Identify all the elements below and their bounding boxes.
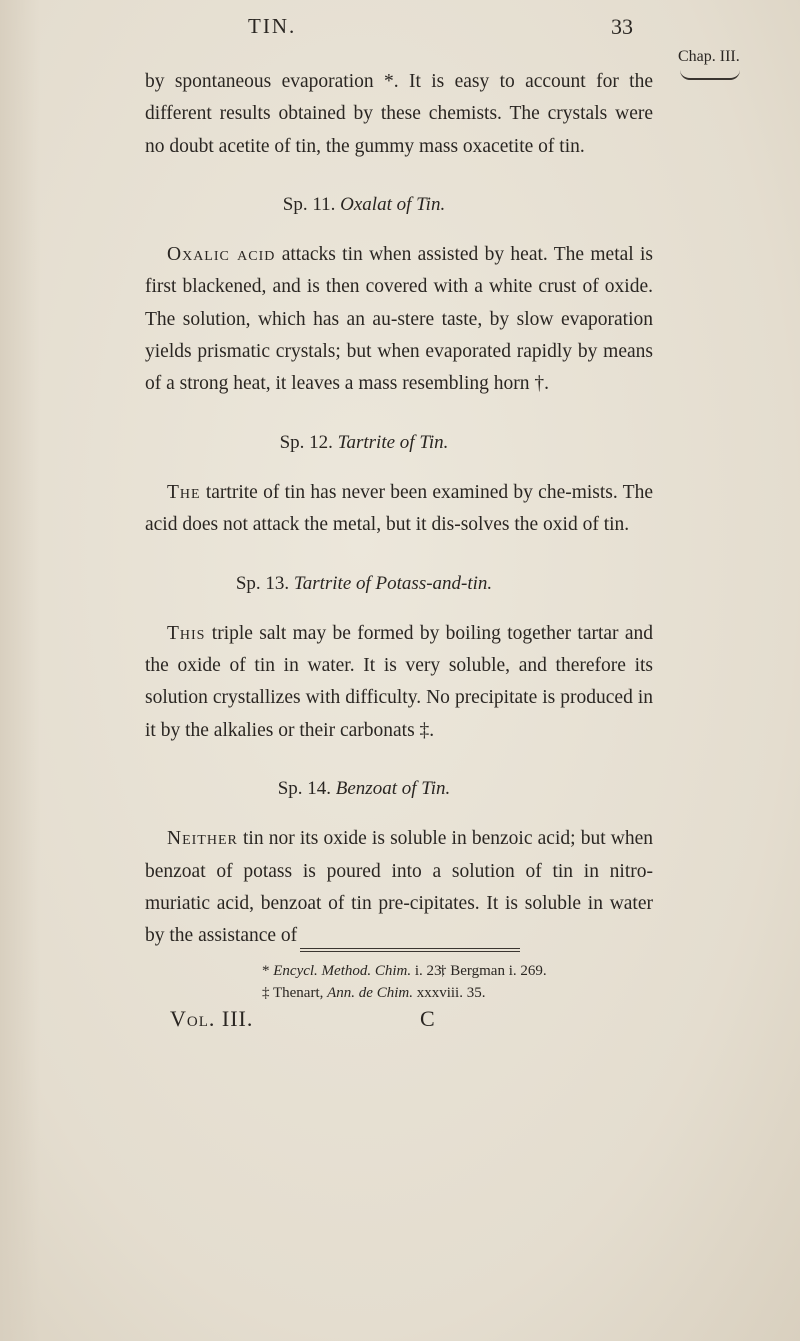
paragraph-text: tartrite of tin has never been examined by che-mists. The acid does not attack the metal, but it dis-solves the oxid of tin. bbox=[145, 481, 653, 536]
section-paragraph-13 bbox=[145, 618, 653, 747]
running-head: TIN. bbox=[248, 14, 297, 38]
section-heading-12 bbox=[145, 427, 653, 459]
section-heading-11 bbox=[145, 189, 653, 221]
volume-label: Vol. III. bbox=[170, 1006, 254, 1031]
paragraph-text: attacks tin when assisted by heat. The metal is first blackened, and is then covered with a white crust of oxide. The solution, which has an au-stere taste, by slow evaporation yields prismatic crystals; but when evaporated rapidly by means of a strong heat, it leaves a mass resembling horn †. bbox=[145, 244, 654, 395]
lead-words: This bbox=[167, 622, 206, 644]
footnotes bbox=[262, 960, 642, 1004]
footnote-1 bbox=[262, 960, 445, 982]
footnote-3 bbox=[262, 982, 642, 1004]
page-number: 33 bbox=[611, 14, 633, 39]
chapter-marker: Chap. III. bbox=[678, 48, 740, 65]
section-title: Benzoat of Tin. bbox=[335, 778, 451, 800]
footnote-2: † Bergman i. 269. bbox=[439, 963, 547, 979]
printer-signature-line bbox=[170, 1006, 630, 1036]
intro-paragraph: by spontaneous evaporation *. It is easy to account for the different results obtained by these chemists. The crystals were no doubt acetite of tin, the gummy mass oxacetite of tin. bbox=[145, 71, 653, 157]
section-number: Sp. 12. bbox=[279, 431, 333, 453]
footnote-line bbox=[262, 960, 642, 982]
section-paragraph-11 bbox=[145, 239, 653, 400]
footnote-ref: xxxviii. 35. bbox=[416, 985, 486, 1001]
section-title: Tartrite of Tin. bbox=[337, 431, 449, 453]
footnote-mark: ‡ Thenart, bbox=[262, 985, 324, 1001]
lead-words: Neither bbox=[167, 828, 238, 850]
body-text bbox=[145, 66, 653, 953]
section-title: Oxalat of Tin. bbox=[340, 193, 446, 215]
section-number: Sp. 13. bbox=[235, 572, 290, 594]
chapter-brace bbox=[680, 70, 740, 80]
footnote-ref: i. 23. bbox=[414, 963, 446, 979]
section-heading-13 bbox=[145, 568, 653, 600]
section-number: Sp. 11. bbox=[282, 193, 336, 215]
section-title: Tartrite of Potass-and-tin. bbox=[293, 572, 493, 594]
paragraph-text: triple salt may be formed by boiling together tartar and the oxide of tin in water. It is very soluble, and therefore its solution crystallizes with difficulty. No precipitate is produced in it by the alkalies or their carbonats ‡. bbox=[145, 622, 653, 741]
lead-words: The bbox=[167, 481, 201, 503]
footnote-mark: * bbox=[262, 963, 270, 979]
section-paragraph-14 bbox=[145, 823, 653, 952]
lead-words: Oxalic acid bbox=[167, 244, 276, 266]
page-edge-shadow bbox=[0, 0, 40, 1341]
section-paragraph-12 bbox=[145, 477, 653, 542]
footnote-source: Ann. de Chim. bbox=[327, 985, 413, 1001]
paragraph-text: tin nor its oxide is soluble in benzoic acid; but when benzoat of potass is poured into a solution of tin in nitro-muriatic acid, benzoat of tin pre-cipitates. It is soluble in water by the assistance of bbox=[145, 828, 653, 947]
footnote-source: Encycl. Method. Chim. bbox=[273, 963, 412, 979]
footnote-rule bbox=[300, 948, 520, 952]
section-number: Sp. 14. bbox=[277, 778, 332, 800]
section-heading-14 bbox=[145, 773, 653, 805]
signature-mark: C bbox=[420, 1006, 435, 1031]
